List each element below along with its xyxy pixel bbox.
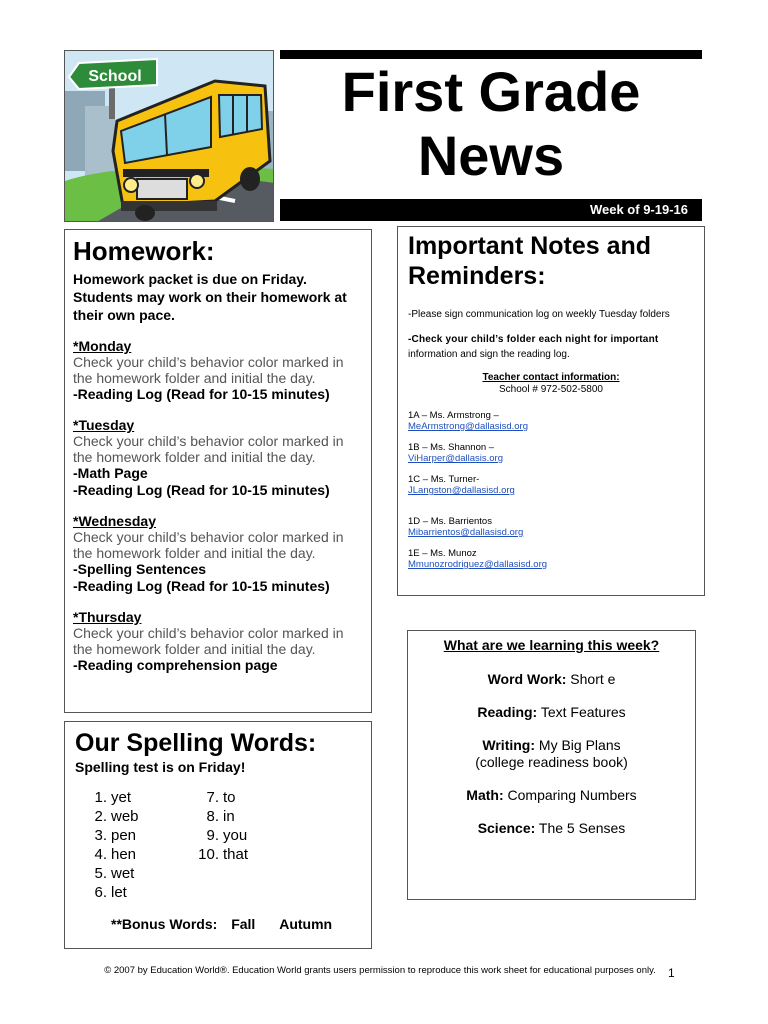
bonus-words — [75, 916, 361, 932]
teacher-1c — [408, 474, 694, 496]
note-item — [408, 307, 694, 322]
learning-value: Comparing Numbers — [503, 787, 637, 803]
page-title — [280, 60, 702, 188]
teacher-1a — [408, 410, 694, 432]
teacher-email-link[interactable]: ViHarper@dallasis.org — [408, 453, 504, 464]
learning-value: The 5 Senses — [535, 820, 626, 836]
list-item: 7. to — [206, 789, 236, 806]
title-line1: First Grade — [341, 60, 641, 123]
school-bus-icon — [65, 51, 274, 222]
week-banner: Week of 9-19-16 — [280, 199, 702, 221]
learning-extra: (college readiness book) — [475, 754, 628, 770]
day-task: -Math Page — [73, 465, 148, 481]
teacher-name: 1E – Ms. Munoz — [408, 548, 477, 559]
spelling-subtitle: Spelling test is on Friday! — [75, 759, 246, 775]
learning-label: Science: — [477, 820, 536, 836]
day-text: Check your child’s behavior color marked in the homework folder and initial the day. — [73, 354, 344, 386]
day-text: Check your child’s behavior color marked in the homework folder and initial the day. — [73, 433, 344, 465]
teacher-1e — [408, 548, 694, 570]
learning-title: What are we learning this week? — [443, 637, 660, 653]
learning-label: Word Work: — [487, 671, 567, 687]
day-tuesday — [73, 417, 363, 499]
title-line2: News — [417, 124, 565, 187]
spelling-column-1 — [85, 788, 139, 902]
note-strong: -Check your child’s folder each night for important — [408, 334, 659, 345]
learning-reading — [416, 704, 687, 721]
teacher-name: 1C – Ms. Turner- — [408, 474, 480, 485]
list-item: 5. wet — [94, 865, 135, 882]
contact-phone: School # 972-502-5800 — [499, 384, 603, 395]
day-name: *Tuesday — [73, 417, 135, 433]
teacher-email-link[interactable]: MeArmstrong@dallasisd.org — [408, 421, 528, 432]
teacher-name: 1B – Ms. Shannon – — [408, 442, 495, 453]
note-text: information and sign the reading log. — [408, 349, 570, 360]
spelling-title: Our Spelling Words: — [75, 729, 317, 757]
day-task: -Spelling Sentences — [73, 561, 207, 577]
list-item: 9. you — [206, 827, 248, 844]
day-text: Check your child’s behavior color marked in the homework folder and initial the day. — [73, 625, 344, 657]
notes-section — [397, 226, 705, 596]
spelling-section — [64, 721, 372, 949]
day-name: *Monday — [73, 338, 132, 354]
day-thursday — [73, 609, 363, 674]
day-task: -Reading comprehension page — [73, 657, 278, 673]
homework-section — [64, 229, 372, 713]
learning-word-work — [416, 671, 687, 688]
learning-section — [407, 630, 696, 900]
page-number: 1 — [668, 966, 675, 980]
list-item: 8. in — [206, 808, 235, 825]
list-item: 3. pen — [94, 827, 137, 844]
learning-math — [416, 787, 687, 804]
day-name: *Wednesday — [73, 513, 156, 529]
sign-text: School — [88, 68, 142, 85]
teacher-email-link[interactable]: Mibarrientos@dallasisd.org — [408, 527, 524, 538]
learning-value: My Big Plans — [535, 737, 621, 753]
note-item — [408, 332, 694, 362]
day-name: *Thursday — [73, 609, 142, 625]
learning-value: Text Features — [537, 704, 626, 720]
learning-label: Math: — [466, 787, 504, 803]
spelling-column-2 — [197, 788, 248, 864]
teacher-name: 1D – Ms. Barrientos — [408, 516, 492, 527]
list-item: 2. web — [94, 808, 139, 825]
day-task: -Reading Log (Read for 10-15 minutes) — [73, 386, 330, 402]
notes-title: Important Notes and Reminders: — [408, 232, 652, 290]
list-item: 10. that — [198, 846, 249, 863]
day-task: -Reading Log (Read for 10-15 minutes) — [73, 578, 330, 594]
list-item: 4. hen — [94, 846, 137, 863]
teacher-name: 1A – Ms. Armstrong – — [408, 410, 499, 421]
copyright-footer: © 2007 by Education World®. Education World grants users permission to reproduce this work sheet for educational purposes only. — [104, 965, 656, 976]
bonus-word: Fall — [231, 916, 256, 932]
day-task: -Reading Log (Read for 10-15 minutes) — [73, 482, 330, 498]
bonus-label: **Bonus Words: — [111, 916, 218, 932]
contact-heading: Teacher contact information: — [482, 372, 620, 383]
list-item: 6. let — [94, 884, 127, 901]
day-wednesday — [73, 513, 363, 595]
learning-science — [416, 820, 687, 837]
homework-intro: Homework packet is due on Friday. Students may work on their homework at their own pace. — [73, 271, 347, 323]
learning-value: Short e — [566, 671, 616, 687]
day-text: Check your child’s behavior color marked in the homework folder and initial the day. — [73, 529, 344, 561]
teacher-1b — [408, 442, 694, 464]
teacher-email-link[interactable]: JLangston@dallasisd.org — [408, 485, 515, 496]
spelling-word-list — [75, 788, 361, 901]
learning-label: Writing: — [482, 737, 536, 753]
school-bus-clipart — [64, 50, 274, 222]
list-item: 1. yet — [94, 789, 132, 806]
learning-label: Reading: — [477, 704, 538, 720]
bonus-word: Autumn — [279, 916, 333, 932]
homework-title: Homework: — [73, 236, 215, 266]
teacher-email-link[interactable]: Mmunozrodriguez@dallasisd.org — [408, 559, 548, 570]
learning-writing — [416, 737, 687, 771]
header-bar — [280, 50, 702, 59]
note-text: -Please sign communication log on weekly Tuesday folders — [408, 309, 670, 320]
teacher-1d — [408, 516, 694, 538]
day-monday — [73, 338, 363, 403]
